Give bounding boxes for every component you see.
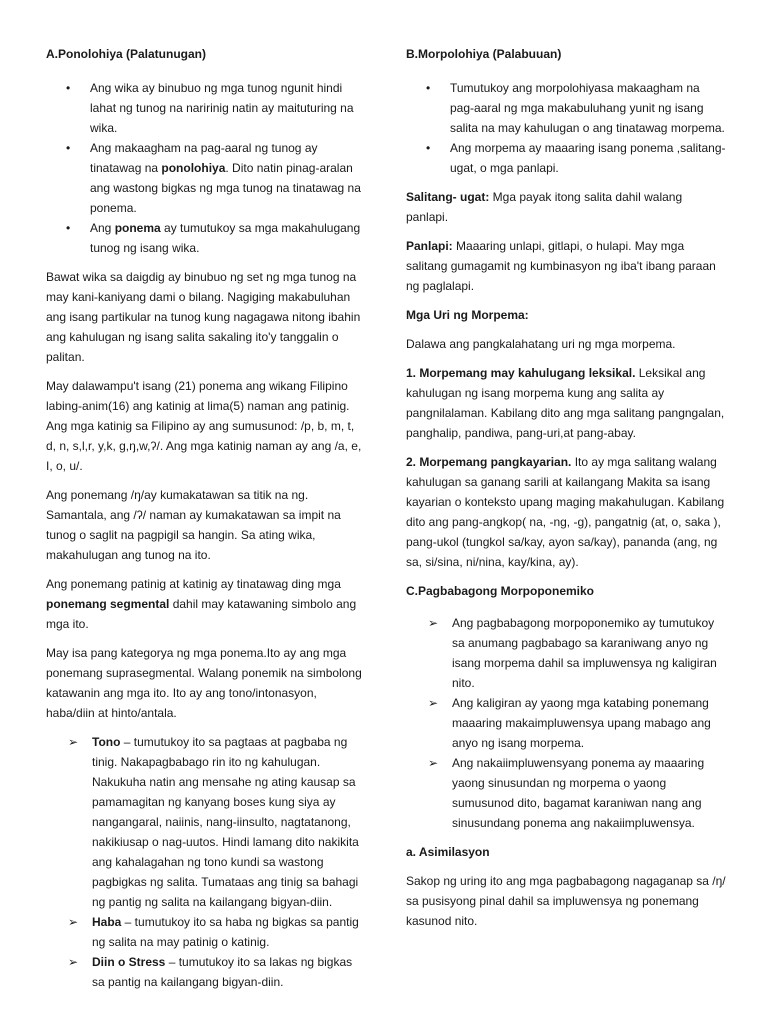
- paragraph: May dalawampu't isang (21) ponema ang wikang Filipino labing-anim(16) ang katinig at lima(5) naman ang patinig. Ang mga katinig sa Filipino ay ang sumusunod: /p, b, m, t, d, n, s,l,r, y,k, g,ŋ,w,ʔ/. Ang mga katinig naman ay ang /a, e, I, o, u/.: [46, 379, 362, 473]
- paragraph: [406, 452, 726, 572]
- list-item: ➢ Ang kaligiran ay yaong mga katabing ponemang maaaring makaimpluwensya upang mabago ang anyo ng isang morpema.: [406, 693, 726, 753]
- paragraph: [406, 236, 726, 296]
- bold-term: Mga Uri ng Morpema:: [406, 308, 529, 322]
- list-item: [46, 732, 364, 912]
- text-span: Ang: [90, 221, 115, 235]
- subheading: [406, 305, 726, 325]
- list-item: • Ang wika ay binubuo ng mga tunog ngunit hindi lahat ng tunog na naririnig natin ay maituturing na wika.: [46, 78, 364, 138]
- paragraph: Dalawa ang pangkalahatang uri ng mga morpema.: [406, 337, 676, 351]
- text-span: Leksikal ang kahulugan ng isang morpema kung ang salita ay pangnilalaman. Kabilang dito ang mga salitang pangngalan, panghalip, pandiwa, pang-uri,at pang-abay.: [406, 366, 725, 440]
- bold-term: ponolohiya: [161, 161, 226, 175]
- bold-term: 2. Morpemang pangkayarian.: [406, 455, 572, 469]
- bold-term: Panlapi:: [406, 239, 453, 253]
- paragraph: Ang ponemang /ŋ/ay kumakatawan sa titik na ng. Samantala, ang /ʔ/ naman ay kumakatawan sa impit na tunog o saglit na pagpigil sa hangin. Sa ating wika, makahulugan ang tunog na ito.: [46, 488, 341, 562]
- list-item: ➢ Ang pagbabagong morpoponemiko ay tumutukoy sa anumang pagbabago sa karaniwang anyo ng isang morpema dahil sa impluwensya ng kaligiran nito.: [406, 613, 726, 693]
- text-span: ay tumutukoy sa mga makahulugang tunog ng isang wika.: [90, 221, 361, 255]
- subheading: [406, 842, 726, 862]
- section-a-title: A.Ponolohiya (Palatunugan): [46, 47, 207, 61]
- list-item: • Ang morpema ay maaaring isang ponema ,salitang-ugat, o mga panlapi.: [406, 138, 726, 178]
- section-c-title: C.Pagbabagong Morpoponemiko: [406, 584, 594, 598]
- bold-term: Diin o Stress: [92, 955, 166, 969]
- suprasegmental-list: [46, 732, 364, 992]
- morpolohiya-bullets: [406, 78, 726, 178]
- text-span: Mga payak itong salita dahil walang panlapi.: [406, 190, 683, 224]
- ponolohiya-bullets: [46, 78, 364, 258]
- bold-term: Tono: [92, 735, 121, 749]
- right-column: [406, 44, 726, 940]
- text-span: – tumutukoy ito sa lakas ng bigkas sa pantig na kailangang bigyan-diin.: [92, 955, 353, 989]
- paragraph: Bawat wika sa daigdig ay binubuo ng set ng mga tunog na may kani-kaniyang dami o bilang. Nagiging makabuluhan ang isang partikular na tunog kung nagagawa nitong ibahin ang kahulugan ng isang salita sakaling ito'y tanggalin o palitan.: [46, 270, 361, 364]
- text-span: Ito ay mga salitang walang kahulugan sa ganang sarili at kailangang Makita sa isang kayarian o konteksto upang maging makahulugan. Kabilang dito ang pang-angkop( na, -ng, -g), pangatnig (at, o, saka ), pang-ukol (tungkol sa/kay, ayon sa/kay), pananda (ang, ng sa, si/sina, ni/nina, kay/kina, ay).: [406, 455, 725, 569]
- left-column: [46, 44, 364, 1001]
- bold-term: Haba: [92, 915, 122, 929]
- list-item: [46, 218, 364, 258]
- bold-term: 1. Morpemang may kahulugang leksikal.: [406, 366, 636, 380]
- list-item: • Tumutukoy ang morpolohiyasa makaagham na pag-aaral ng mga makabuluhang yunit ng isang salita na may kahulugan o ang tinatawag morpema.: [406, 78, 726, 138]
- bold-term: a. Asimilasyon: [406, 845, 490, 859]
- text-span: dahil may katawaning simbolo ang mga ito.: [46, 597, 357, 631]
- paragraph: May isa pang kategorya ng mga ponema.Ito ay ang mga ponemang suprasegmental. Walang ponemik na simbolong katawanin ang mga ito. Ito ay ang tono/intonasyon, haba/diin at hinto/antala.: [46, 646, 362, 720]
- bold-term: ponema: [114, 221, 161, 235]
- list-item: [46, 912, 364, 952]
- text-span: . Dito natin pinag-aralan ang wastong bigkas ng mga tunog na tinatawag na ponema.: [90, 161, 361, 215]
- text-span: – tumutukoy ito sa pagtaas at pagbaba ng tinig. Nakapagbabago rin ito ng kahulugan. Nakukuha natin ang mensahe ng ating kausap sa pamamagitan ng kanyang boses kung siya ay nangangaral, naiinis, nang-iinsulto, nagtatanong, nakikiusap o nag-uutos. Hindi lamang dito nakikita ang kahalagahan ng tono kundi sa wastong pagbigkas ng salita. Tumataas ang tinig sa bahagi ng pantig ng salita na kailangang bigyan-diin.: [92, 735, 359, 909]
- text-span: Ang ponemang patinig at katinig ay tinatawag ding mga: [46, 577, 341, 591]
- paragraph: Sakop ng uring ito ang mga pagbabagong nagaganap sa /ŋ/ sa pusisyong pinal dahil sa impluwensya ng ponemang kasunod nito.: [406, 874, 726, 928]
- morpoponemiko-list: [406, 613, 726, 833]
- text-span: Ang makaagham na pag-aaral ng tunog ay tinatawag na: [90, 141, 318, 175]
- list-item: [46, 952, 364, 992]
- bold-term: Salitang- ugat:: [406, 190, 490, 204]
- section-b-title: B.Morpolohiya (Palabuuan): [406, 47, 562, 61]
- text-span: – tumutukoy ito sa haba ng bigkas sa pantig ng salita na may patinig o katinig.: [92, 915, 359, 949]
- list-item: ➢ Ang nakaiimpluwensyang ponema ay maaaring yaong sinusundan ng morpema o yaong sumusunod dito, bagamat karaniwan nang ang sinusundang ponema ang nakaiimpluwensya.: [406, 753, 726, 833]
- bold-term: ponemang segmental: [46, 597, 170, 611]
- paragraph: [406, 187, 726, 227]
- paragraph: [406, 363, 726, 443]
- paragraph: [46, 574, 364, 634]
- list-item: [46, 138, 364, 218]
- text-span: Maaaring unlapi, gitlapi, o hulapi. May mga salitang gumagamit ng kumbinasyon ng iba't ibang paraan ng paglalapi.: [406, 239, 716, 293]
